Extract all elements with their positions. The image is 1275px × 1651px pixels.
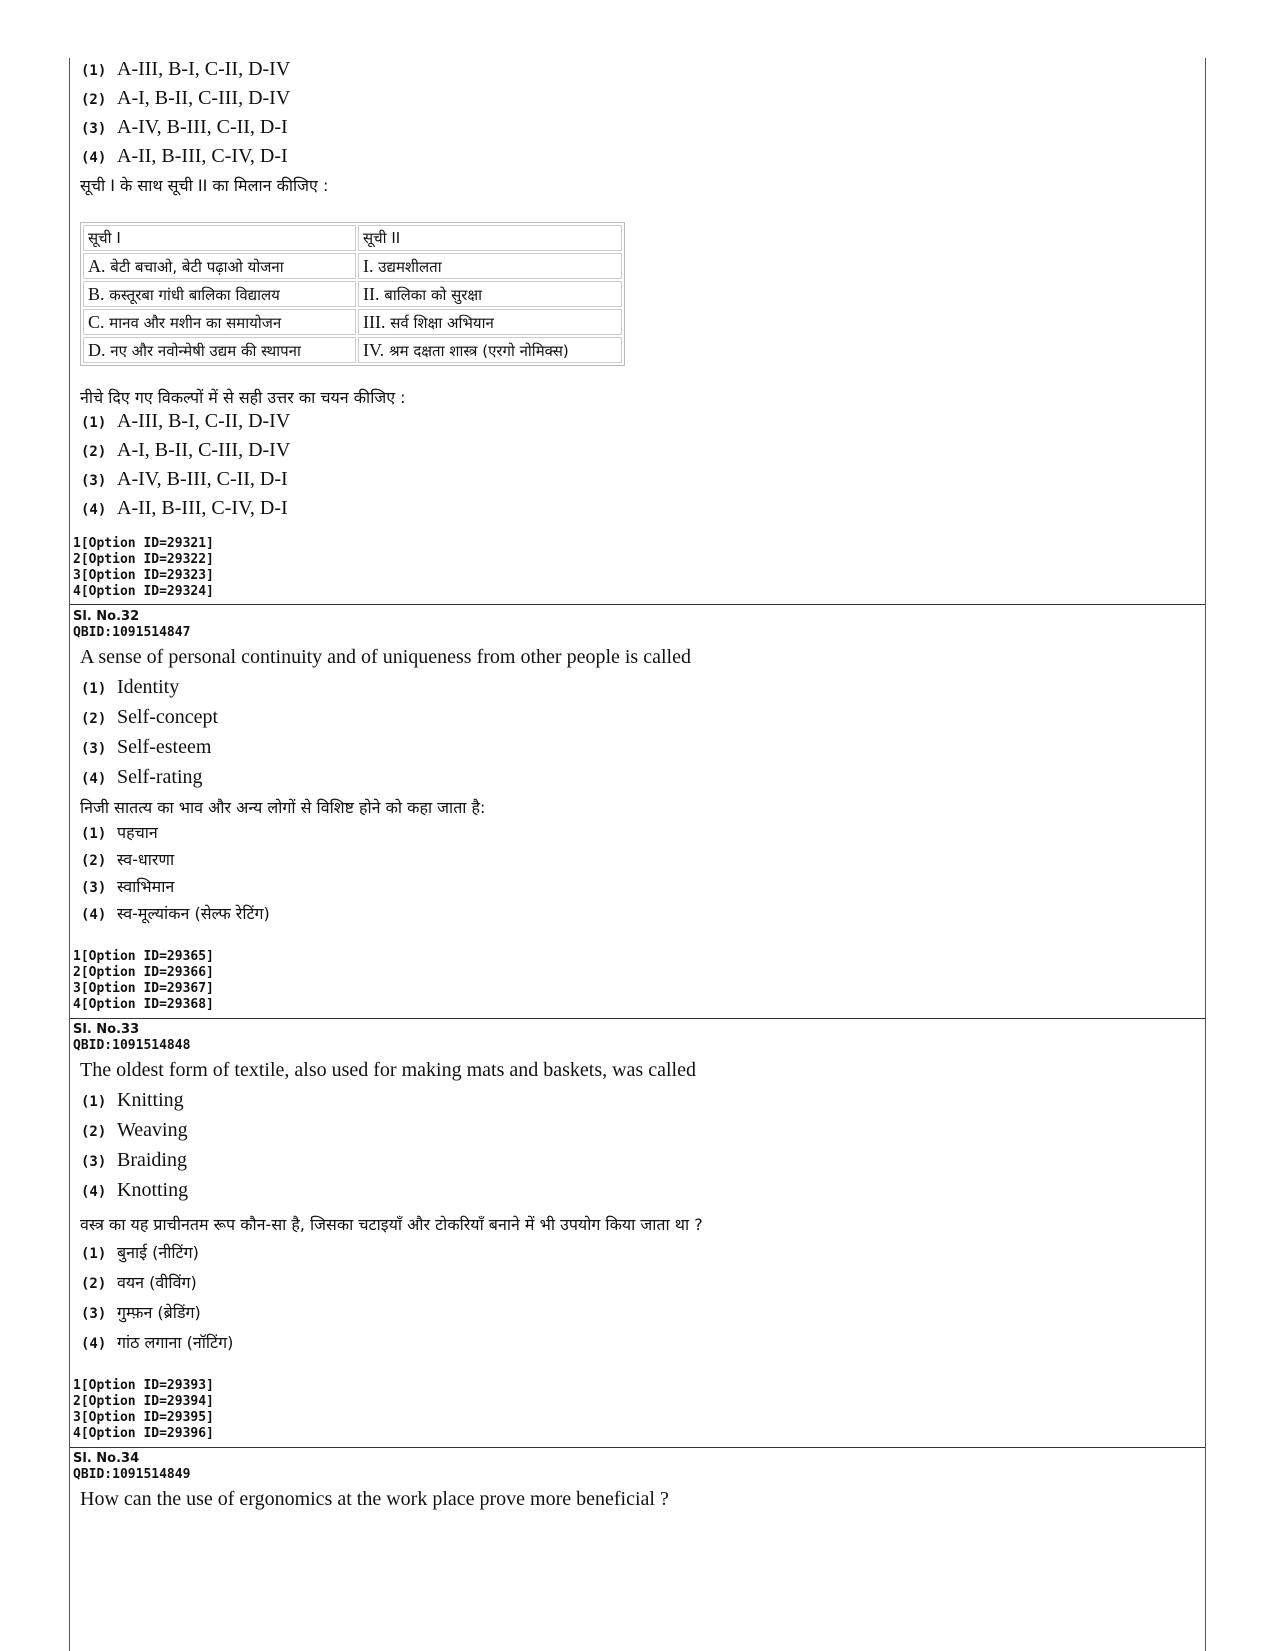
q33-hindi-options	[70, 1241, 1205, 1361]
option-text: Self-rating	[117, 766, 203, 788]
option	[70, 1179, 1205, 1209]
table-cell	[358, 281, 622, 307]
cell-text: नए और नवोन्मेषी उद्यम की स्थापना	[110, 341, 301, 360]
option-id: 4[Option ID=29396]	[73, 1426, 214, 1441]
option-text: Self-esteem	[117, 736, 212, 758]
option-number: (2)	[81, 853, 107, 869]
option	[70, 1241, 1205, 1271]
option-number: (3)	[81, 880, 107, 896]
q34-english-question: How can the use of ergonomics at the work place prove more beneficial ?	[80, 1488, 669, 1510]
cell-text: मानव और मशीन का समायोजन	[109, 313, 282, 332]
table-header-list1: सूची I	[83, 225, 356, 251]
q31-hindi-choose-text: नीचे दिए गए विकल्पों में से सही उत्तर का चयन कीजिए :	[80, 388, 406, 407]
option-id: 1[Option ID=29365]	[73, 949, 214, 964]
option-id: 2[Option ID=29394]	[73, 1394, 214, 1409]
option	[70, 1089, 1205, 1119]
option-number: (4)	[81, 771, 107, 787]
option	[70, 875, 1205, 902]
option	[70, 706, 1205, 736]
option	[70, 1271, 1205, 1301]
cell-text: श्रम दक्षता शास्त्र (एरगो नोमिक्स)	[388, 341, 569, 360]
option-number: (2)	[81, 711, 107, 727]
qbid: QBID:1091514849	[73, 1467, 191, 1482]
option	[70, 902, 1205, 929]
option-number: (3)	[81, 473, 107, 489]
option	[70, 736, 1205, 766]
q33-header	[70, 1022, 1205, 1054]
option-id: 2[Option ID=29322]	[73, 552, 214, 567]
table-row	[83, 253, 622, 279]
option-text: A-I, B-II, C-III, D-IV	[117, 87, 291, 109]
option-text: Self-concept	[117, 706, 219, 728]
option-number: (1)	[81, 63, 107, 79]
row-numeral: III.	[363, 311, 386, 332]
q32-english-options	[70, 676, 1205, 796]
option	[70, 1149, 1205, 1179]
option-text: बुनाई (नीटिंग)	[117, 1243, 199, 1262]
option-number: (4)	[81, 502, 107, 518]
table-header-row	[83, 225, 622, 251]
question-paper-frame	[69, 58, 1206, 1651]
q32-header	[70, 609, 1205, 641]
row-numeral: I.	[363, 255, 374, 276]
table-cell	[358, 309, 622, 335]
option	[70, 766, 1205, 796]
option-text: A-IV, B-III, C-II, D-I	[117, 468, 288, 490]
cell-text: कस्तूरबा गांधी बालिका विद्यालय	[109, 285, 280, 304]
option-text: A-III, B-I, C-II, D-IV	[117, 410, 291, 432]
option-number: (4)	[81, 907, 107, 923]
row-letter: D.	[88, 339, 106, 360]
option-id: 3[Option ID=29323]	[73, 568, 214, 583]
option	[70, 87, 1205, 116]
option	[70, 821, 1205, 848]
option-number: (1)	[81, 826, 107, 842]
table-row	[83, 281, 622, 307]
q34-header	[70, 1451, 1205, 1483]
option-text: गांठ लगाना (नॉटिंग)	[117, 1333, 234, 1352]
option	[70, 58, 1205, 87]
option	[70, 410, 1205, 439]
option-number: (3)	[81, 1154, 107, 1170]
option	[70, 1301, 1205, 1331]
q32-english-question: A sense of personal continuity and of uniqueness from other people is called	[80, 646, 691, 668]
option-number: (4)	[81, 1336, 107, 1352]
option-text: पहचान	[117, 823, 158, 842]
table-cell	[83, 281, 356, 307]
qbid: QBID:1091514847	[73, 625, 191, 640]
question-separator	[70, 604, 1205, 605]
option-number: (3)	[81, 1306, 107, 1322]
option-text: A-III, B-I, C-II, D-IV	[117, 58, 291, 80]
option-text: Knotting	[117, 1179, 189, 1201]
option-text: A-II, B-III, C-IV, D-I	[117, 497, 288, 519]
serial-number: Sl. No.32	[73, 609, 140, 624]
option-text: स्वाभिमान	[117, 877, 175, 896]
option-number: (2)	[81, 92, 107, 108]
option-text: A-IV, B-III, C-II, D-I	[117, 116, 288, 138]
q33-option-ids	[70, 1378, 1205, 1442]
option-number: (3)	[81, 741, 107, 757]
row-letter: A.	[88, 255, 106, 276]
option-number: (4)	[81, 1184, 107, 1200]
option	[70, 497, 1205, 526]
q33-hindi-question: वस्त्र का यह प्राचीनतम रूप कौन-सा है, जिसका चटाइयाँ और टोकरियाँ बनाने में भी उपयोग किया जाता था ?	[80, 1215, 703, 1234]
option-text: गुम्फ़न (ब्रेडिंग)	[117, 1303, 201, 1322]
option-id: 2[Option ID=29366]	[73, 965, 214, 980]
option-text: Identity	[117, 676, 180, 698]
table-cell	[83, 337, 356, 363]
table-cell	[83, 253, 356, 279]
option-text: स्व-धारणा	[117, 850, 175, 869]
option-text: Knitting	[117, 1089, 184, 1111]
option-id: 1[Option ID=29321]	[73, 536, 214, 551]
row-numeral: IV.	[363, 339, 385, 360]
option-text: A-I, B-II, C-III, D-IV	[117, 439, 291, 461]
question-separator	[70, 1018, 1205, 1019]
option-number: (1)	[81, 681, 107, 697]
option-id: 1[Option ID=29393]	[73, 1378, 214, 1393]
option-id: 4[Option ID=29368]	[73, 997, 214, 1012]
option	[70, 468, 1205, 497]
option-text: Braiding	[117, 1149, 187, 1171]
option-number: (1)	[81, 1094, 107, 1110]
table-cell	[358, 253, 622, 279]
option	[70, 1331, 1205, 1361]
option-id: 3[Option ID=29367]	[73, 981, 214, 996]
q31-option-ids	[70, 536, 1205, 600]
option	[70, 676, 1205, 706]
cell-text: उद्यमशीलता	[378, 257, 442, 276]
option-text: A-II, B-III, C-IV, D-I	[117, 145, 288, 167]
table-cell	[358, 337, 622, 363]
option-number: (1)	[81, 1246, 107, 1262]
q31-hindi-question: सूची I के साथ सूची II का मिलान कीजिए :	[80, 176, 329, 195]
option-text: स्व-मूल्यांकन (सेल्फ रेटिंग)	[117, 904, 270, 923]
table-row	[83, 309, 622, 335]
option-number: (2)	[81, 444, 107, 460]
cell-text: बेटी बचाओ, बेटी पढ़ाओ योजना	[110, 257, 284, 276]
cell-text: बालिका को सुरक्षा	[384, 285, 483, 304]
serial-number: Sl. No.33	[73, 1022, 140, 1037]
q31-english-options	[70, 58, 1205, 174]
option-id: 3[Option ID=29395]	[73, 1410, 214, 1425]
row-letter: C.	[88, 311, 105, 332]
question-separator	[70, 1447, 1205, 1448]
table-header-list2: सूची II	[358, 225, 622, 251]
row-numeral: II.	[363, 283, 380, 304]
option-number: (3)	[81, 121, 107, 137]
row-letter: B.	[88, 283, 105, 304]
option-number: (1)	[81, 415, 107, 431]
option	[70, 439, 1205, 468]
qbid: QBID:1091514848	[73, 1038, 191, 1053]
option	[70, 116, 1205, 145]
option-id: 4[Option ID=29324]	[73, 584, 214, 599]
option-text: Weaving	[117, 1119, 188, 1141]
option	[70, 145, 1205, 174]
option-text: वयन (वीविंग)	[117, 1273, 197, 1292]
table-row	[83, 337, 622, 363]
option	[70, 1119, 1205, 1149]
option-number: (2)	[81, 1124, 107, 1140]
option-number: (4)	[81, 150, 107, 166]
q33-english-options	[70, 1089, 1205, 1209]
q31-hindi-options	[70, 410, 1205, 526]
q33-english-question: The oldest form of textile, also used for making mats and baskets, was called	[80, 1059, 696, 1081]
table-cell	[83, 309, 356, 335]
option-number: (2)	[81, 1276, 107, 1292]
serial-number: Sl. No.34	[73, 1451, 140, 1466]
match-table	[80, 222, 625, 366]
q32-hindi-question: निजी सातत्य का भाव और अन्य लोगों से विशिष्ट होने को कहा जाता है:	[80, 798, 486, 817]
cell-text: सर्व शिक्षा अभियान	[390, 313, 494, 332]
option	[70, 848, 1205, 875]
q32-hindi-options	[70, 821, 1205, 929]
q32-option-ids	[70, 949, 1205, 1013]
